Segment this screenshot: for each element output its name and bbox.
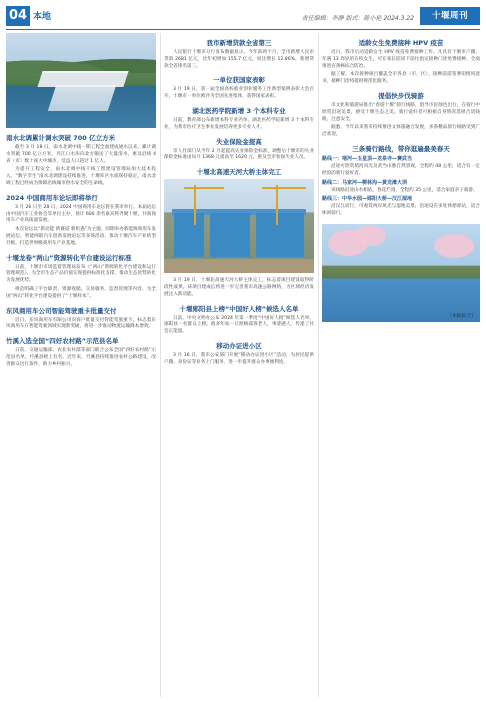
- article-paragraph: 近日，我市启动适龄女生 HPV 疫苗免费接种工作。凡具有十堰市户籍、年满 13 周岁的在校女生，可在家长陪同下前往指定接种门诊免费接种，全面推进宫颈癌综合防治。: [322, 50, 480, 69]
- page-number: 04: [6, 6, 30, 26]
- construction-photo: [164, 179, 314, 273]
- column-divider: [318, 33, 319, 697]
- header-divider: [6, 29, 480, 30]
- article-headline: 2024 中国商用车论坛即将举行: [6, 193, 98, 202]
- ground-shape: [164, 259, 314, 273]
- column-2: [164, 33, 314, 697]
- article-headline: 东风商用车公司智能驾驶重卡批量交付: [6, 306, 117, 315]
- article-paragraph: 为提升工程安全，南水北调中线干线工程建设管理局加大技术投入，“数字孪生”南水北调建设持续推进，十堰库区水质保持稳定。南水北调工程已经成为保障沿线城市供水安全的生命线。: [6, 167, 156, 186]
- article-paragraph: 市人社部门从今年 2 月起提高失业保险金标准，调整后十堰市的失业保险金标准由每月 1368 元提高至 1620 元，惠及全市参保失业人员。: [164, 148, 314, 161]
- article-headline: 一单位获国家表彰: [213, 76, 265, 85]
- lake-photo: [322, 224, 480, 322]
- article-paragraph: 3 月 19 日，第一届全国高校就业创业服务工作典型案例表彰大会召开，十堰市一单位被评为全国先进集体，获得国家表彰。: [164, 87, 314, 100]
- hills-shape: [6, 51, 156, 73]
- photo-caption: （本报综合）: [447, 313, 476, 319]
- article-paragraph: 日前，中央文明办公布 2024 年第一季度“中国好人榜”候选人名单，郧阳县一名群众上榜。他多年如一日照顾孤寡老人，事迹感人，传递了社会正能量。: [164, 315, 314, 335]
- spillway-shape: [48, 85, 116, 111]
- route-title: 路线一：堵河—玉皇顶—龙泉寺—赛武当: [322, 155, 413, 162]
- article-headline: 湖北医药学院新增 3 个本科专业: [192, 106, 286, 115]
- crane-arm-shape: [262, 187, 306, 189]
- article-paragraph: 截至 3 月 18 日，南水北调中线一期工程全面建成通水以来，累计调水突破 700 亿立方米，丹江口水库向北方输送了大量清水，惠及沿线 4 省（市）数十座大中城市，受益人口超过 1 亿人。: [6, 145, 156, 164]
- article-headline: 失业保险金提高: [216, 137, 262, 146]
- article-paragraph: 人民银行十堰市分行发布数据显示，今年前两个月，全市新增人民币贷款 2681 亿元，比年初增加 155.7 亿元，同比增长 12.86%，新增贷款全省排名第三。: [164, 50, 314, 69]
- article-paragraph: 3 月 26 日至 28 日，2024 中国商用车论坛将在我市举行。本届论坛由中国汽车工业协会等单位主办，预计 600 余名嘉宾将齐聚十堰，共商商用车产业高质量发展。: [6, 204, 156, 224]
- page-header: [0, 0, 486, 30]
- article-paragraph: 本次论坛以“新动能 新赛道 新机遇”为主题，同期举办新能源商用车发展论坛、智能网联汽车创新发展论坛等多场活动，推动十堰汽车产业转型升级，打造世界级商用车产业基地。: [6, 227, 156, 246]
- steel-frame-shape: [210, 213, 250, 257]
- steel-frame-shape: [256, 213, 304, 257]
- editor-credits: 责任编辑：李静 版式：陈小艳 2024.3.22: [301, 15, 414, 22]
- article-paragraph: 近日，东风商用车有限公司向客户批量交付智能驾驶重卡，标志着东风商用车在智能驾驶领域实现新突破，将进一步推动物流运输降本增效。: [6, 317, 156, 330]
- article-paragraph: 市文化和旅游局推出“春游十堰”骑行线路，倡导市民绿色出行，在骑行中欣赏沿途美景，感受十堰生态之美。骑行爱好者可根据自身情况选择合适线路，注意安全。: [322, 102, 480, 122]
- article-headline: 竹溪入选全国“四好农村路”示范县名单: [6, 337, 119, 346]
- article-headline: 移动办证进小区: [216, 341, 262, 350]
- section-title: 本地: [33, 12, 52, 22]
- article-headline: 十堰龙卷“两山”资源转化平台建设运行标准: [6, 253, 132, 262]
- article-paragraph: 沿途可欣赏堵河风光及武当山脉自然景观，全程约 48 公里，适合有一定经验的骑行爱好者。: [322, 163, 480, 176]
- steel-frame-shape: [174, 213, 204, 257]
- crane-shape: [276, 185, 278, 225]
- crane-shape: [194, 185, 196, 225]
- column-1: [6, 33, 156, 697]
- article-headline: 适龄女生免费接种 HPV 疫苗: [358, 39, 444, 47]
- article-paragraph: 日前，教育部公布新增本科专业名单，湖北医药学院新增 3 个本科专业，为我市医疗卫生事业发展培养更多专业人才。: [164, 117, 314, 130]
- article-headline: 三条骑行路线，带你逛遍最美春天: [352, 144, 450, 153]
- article-headline: 十堰北高速天河大桥主体完工: [196, 168, 282, 177]
- crane-arm-shape: [184, 187, 224, 189]
- article-paragraph: 该线路沿途山水相依，春花烂漫，全程约 35 公里，适合家庭亲子骑游。: [331, 187, 478, 193]
- article-paragraph: 日前，交通运输部、农业农村部等部门联合公布全国“四好农村路”示范县名单，竹溪县榜上有名。近年来，竹溪县持续推进农村公路建设，改善群众出行条件，助力乡村振兴。: [6, 348, 156, 367]
- blossom-shape: [434, 234, 474, 258]
- article-paragraph: 3 月 19 日，十堰北高速天河大桥主体完工，标志着项目建设取得阶段性成果。该项目建成后将进一步完善我市高速公路网络，为区域经济发展注入新动能。: [164, 278, 314, 297]
- article-headline: 我市新增贷款全省第三: [206, 39, 272, 47]
- route-title: 路线三：中华水园—郧阳大桥—汉江湿地: [322, 196, 413, 203]
- newspaper-brand: 十堰周刊: [420, 7, 480, 25]
- article-paragraph: 据了解，本次接种项目覆盖全市各县（市、区），接种前需签署知情同意书，接种门诊将提供规范化服务。: [322, 72, 480, 85]
- column-3: [322, 33, 480, 697]
- article-paragraph: 据悉，今年以来我市持续推进文体旅融合发展，多条精品骑行线路受到广泛欢迎。: [322, 125, 480, 138]
- article-paragraph: 规范明确了平台职责、资源收储、交易服务、监督管理等内容，为全国“两山”转化平台建设提供了“十堰样本”。: [6, 286, 156, 299]
- article-paragraph: 日前，十堰市市场监督管理局发布《“两山”资源转化平台建设和运行管理规范》，为全市生态产品价值实现提供标准化支撑，推动生态优势转化为发展优势。: [6, 264, 156, 284]
- article-paragraph: 沿汉江而行，可观赏两岸风光与湿地美景，沿途设有多处休憩驿站，适合休闲骑行。: [322, 204, 480, 217]
- article-headline: 南水北调累计调水突破 700 亿立方米: [6, 134, 116, 142]
- article-headline: 提倡快步伐骑游: [378, 91, 424, 100]
- column-divider: [160, 33, 161, 697]
- article-paragraph: 3 月 16 日，我市公安部门开展“移动办证进小区”活动，为居民提供户籍、身份证等业务上门服务，进一步提升群众办事便利度。: [164, 352, 314, 365]
- article-headline: 十堰郧阳县上榜“中国好人榜”候选人名单: [179, 304, 299, 313]
- blossom-shape: [352, 226, 386, 246]
- route-title: 路线二：马家河—柳林沟—黄龙滩大坝: [322, 179, 408, 186]
- dam-photo: [6, 33, 156, 128]
